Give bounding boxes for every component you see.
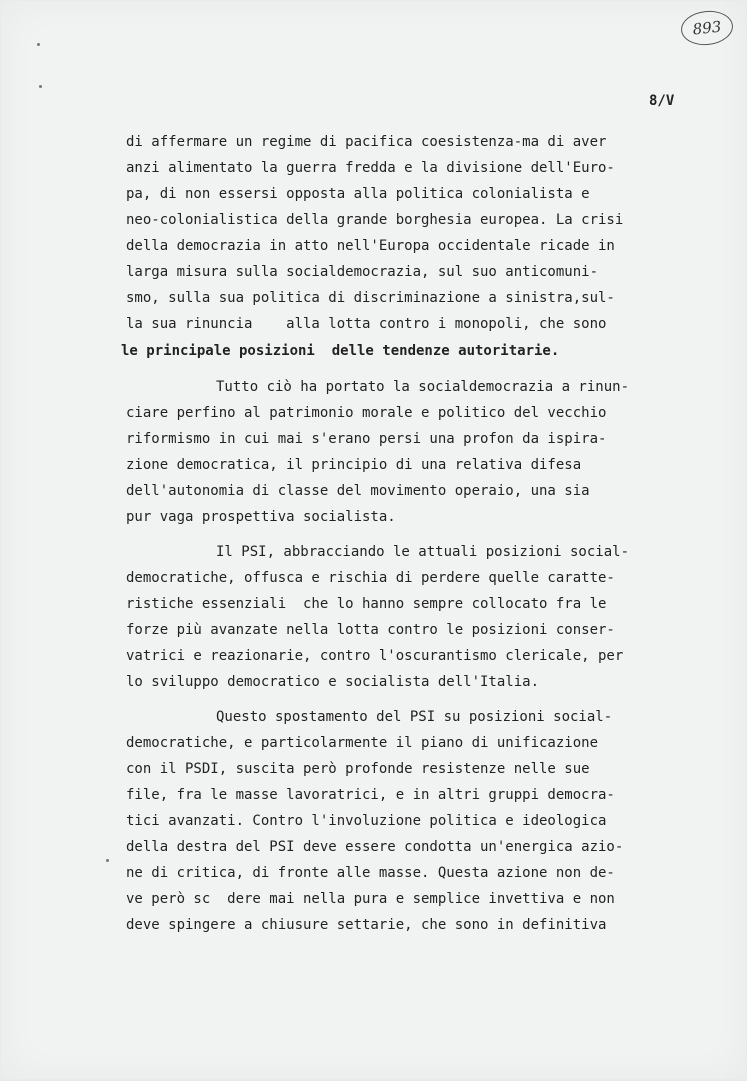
text-line: lo sviluppo democratico e socialista dell'Italia. bbox=[126, 674, 540, 690]
document-page bbox=[1, 1, 746, 1079]
text-line: neo-colonialistica della grande borghesia europea. La crisi bbox=[126, 212, 624, 228]
text-line: Tutto ciò ha portato la socialdemocrazia a rinun- bbox=[216, 379, 630, 395]
text-line: ristiche essenziali che lo hanno sempre collocato fra le bbox=[126, 596, 607, 612]
text-line: Questo spostamento del PSI su posizioni social- bbox=[216, 709, 613, 725]
text-line: deve spingere a chiusure settarie, che sono in definitiva bbox=[126, 917, 607, 933]
text-line: zione democratica, il principio di una relativa difesa bbox=[126, 457, 582, 473]
text-line: democratiche, e particolarmente il piano di unificazione bbox=[126, 735, 599, 751]
text-line: con il PSDI, suscita però profonde resistenze nelle sue bbox=[126, 761, 590, 777]
text-line: smo, sulla sua politica di discriminazione a sinistra,sul- bbox=[126, 290, 615, 306]
archive-stamp: 893 bbox=[679, 8, 734, 47]
text-line: ne di critica, di fronte alle masse. Questa azione non de- bbox=[126, 865, 615, 881]
text-line: riformismo in cui mai s'erano persi una profon da ispira- bbox=[126, 431, 607, 447]
text-line: le principale posizioni delle tendenze autoritarie. bbox=[121, 343, 560, 359]
scan-speck bbox=[39, 85, 42, 88]
scan-speck bbox=[37, 43, 40, 46]
text-line: Il PSI, abbracciando le attuali posizioni social- bbox=[216, 544, 630, 560]
text-line: ve però sc dere mai nella pura e semplice invettiva e non bbox=[126, 891, 615, 907]
text-line: ciare perfino al patrimonio morale e politico del vecchio bbox=[126, 405, 607, 421]
text-line: file, fra le masse lavoratrici, e in altri gruppi democra- bbox=[126, 787, 615, 803]
text-line: larga misura sulla socialdemocrazia, sul suo anticomuni- bbox=[126, 264, 599, 280]
text-line: anzi alimentato la guerra fredda e la divisione dell'Euro- bbox=[126, 160, 615, 176]
text-line: forze più avanzate nella lotta contro le posizioni conser- bbox=[126, 622, 615, 638]
page-number: 8/V bbox=[649, 93, 675, 109]
text-line: pa, di non essersi opposta alla politica colonialista e bbox=[126, 186, 590, 202]
scan-speck bbox=[106, 859, 109, 862]
text-line: di affermare un regime di pacifica coesistenza-ma di aver bbox=[126, 134, 607, 150]
text-line: la sua rinuncia alla lotta contro i monopoli, che sono bbox=[126, 316, 607, 332]
text-line: dell'autonomia di classe del movimento operaio, una sia bbox=[126, 483, 590, 499]
text-line: della democrazia in atto nell'Europa occidentale ricade in bbox=[126, 238, 615, 254]
text-line: tici avanzati. Contro l'involuzione politica e ideologica bbox=[126, 813, 607, 829]
text-line: della destra del PSI deve essere condotta un'energica azio- bbox=[126, 839, 624, 855]
text-line: vatrici e reazionarie, contro l'oscurantismo clericale, per bbox=[126, 648, 624, 664]
text-line: democratiche, offusca e rischia di perdere quelle caratte- bbox=[126, 570, 615, 586]
text-line: pur vaga prospettiva socialista. bbox=[126, 509, 396, 525]
